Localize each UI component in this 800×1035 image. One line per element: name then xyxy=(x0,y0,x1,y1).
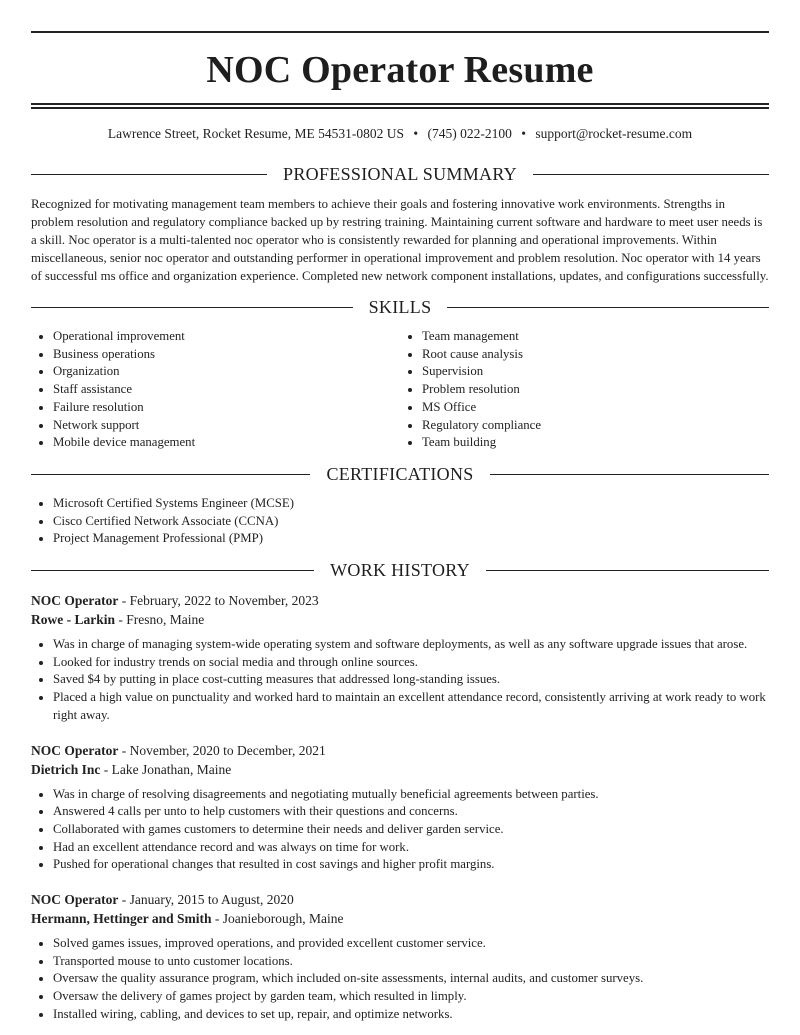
job-title-line xyxy=(31,741,769,760)
contact-separator: • xyxy=(521,126,526,141)
job-bullet: • Solved games issues, improved operations, and provided excellent customer service. xyxy=(53,935,769,953)
job-bullet: • Looked for industry trends on social media and through online sources. xyxy=(53,654,769,672)
section-title: WORK HISTORY xyxy=(330,560,470,581)
job-company-line xyxy=(31,909,769,928)
job-company: Dietrich Inc xyxy=(31,761,101,777)
job-bullet: • Installed wiring, cabling, and devices to set up, repair, and optimize networks. xyxy=(53,1006,769,1024)
certification-item: • Microsoft Certified Systems Engineer (MCSE) xyxy=(53,495,769,513)
contact-phone: (745) 022-2100 xyxy=(427,126,512,141)
contact-separator: • xyxy=(413,126,419,141)
resume-title: NOC Operator Resume xyxy=(206,49,594,91)
section-rule xyxy=(486,570,769,571)
job-bullet: • Collaborated with games customers to determine their needs and deliver garden service. xyxy=(53,821,769,839)
job-bullet: • Oversaw the delivery of games project by garden team, which resulted in limply. xyxy=(53,988,769,1006)
top-rule xyxy=(31,31,769,33)
contact-email: support@rocket-resume.com xyxy=(535,126,693,141)
job-location: - Joanieborough, Maine xyxy=(211,911,344,927)
job-entry xyxy=(31,890,769,1024)
job-bullets xyxy=(31,935,769,1024)
skill-item: • Problem resolution xyxy=(422,381,769,399)
job-title-line xyxy=(31,591,769,610)
job-bullet: • Oversaw the quality assurance program, which included on-site assessments, internal audits, and customer surveys. xyxy=(53,970,769,988)
section-rule xyxy=(490,474,769,475)
skill-item: • Failure resolution xyxy=(53,399,400,417)
section-rule xyxy=(447,307,769,308)
job-company: Rowe - Larkin xyxy=(31,612,115,628)
certifications-list xyxy=(31,495,769,548)
job-title: NOC Operator xyxy=(31,742,119,758)
job-title: NOC Operator xyxy=(31,593,119,609)
job-title-line xyxy=(31,890,769,909)
section-rule xyxy=(31,474,310,475)
job-dates: - February, 2022 to November, 2023 xyxy=(118,593,319,609)
skill-item: • Team building xyxy=(422,434,769,452)
skill-item: • Team management xyxy=(422,328,769,346)
skill-item: • Mobile device management xyxy=(53,434,400,452)
contact-address: Lawrence Street, Rocket Resume, ME 54531-0802 US xyxy=(107,126,405,141)
job-company-line xyxy=(31,610,769,629)
section-header-certifications xyxy=(31,464,769,485)
section-rule xyxy=(31,174,267,175)
job-location: - Lake Jonathan, Maine xyxy=(100,761,232,777)
skill-item: • Staff assistance xyxy=(53,381,400,399)
certification-item: • Cisco Certified Network Associate (CCNA) xyxy=(53,513,769,531)
job-bullet: • Pushed for operational changes that resulted in cost savings and higher profit margins. xyxy=(53,856,769,874)
contact-line xyxy=(31,126,769,142)
skill-item: • Supervision xyxy=(422,363,769,381)
job-location: - Fresno, Maine xyxy=(115,612,205,628)
skill-item: • Operational improvement xyxy=(53,328,400,346)
job-bullet: • Placed a high value on punctuality and worked hard to maintain an excellent attendance record, consistently arriving at work ready to work right away. xyxy=(53,689,769,724)
skills-column-right xyxy=(400,328,769,452)
job-entry xyxy=(31,741,769,875)
skill-item: • Organization xyxy=(53,363,400,381)
section-rule xyxy=(31,307,353,308)
job-bullet: • Saved $4 by putting in place cost-cutting measures that addressed long-standing issues. xyxy=(53,671,769,689)
job-bullet: • Was in charge of managing system-wide operating system and software deployments, as well as any software upgrade issues that arose. xyxy=(53,636,769,654)
section-header-summary xyxy=(31,164,769,185)
job-bullet: • Had an excellent attendance record and was always on time for work. xyxy=(53,839,769,857)
skills-column-left xyxy=(31,328,400,452)
section-header-skills xyxy=(31,297,769,318)
skill-item: • Root cause analysis xyxy=(422,346,769,364)
skills-list xyxy=(31,328,769,452)
section-title: CERTIFICATIONS xyxy=(326,463,474,484)
section-title: SKILLS xyxy=(368,297,432,317)
section-title: PROFESSIONAL SUMMARY xyxy=(283,164,517,184)
job-company: Hermann, Hettinger and Smith xyxy=(31,911,212,927)
job-title: NOC Operator xyxy=(31,892,119,908)
job-dates: - November, 2020 to December, 2021 xyxy=(118,742,326,758)
title-double-rule xyxy=(31,103,769,109)
skill-item: • MS Office xyxy=(422,399,769,417)
skill-item: • Network support xyxy=(53,417,400,435)
skill-item: • Regulatory compliance xyxy=(422,417,769,435)
section-header-work-history xyxy=(31,560,769,581)
job-bullet: • Answered 4 calls per unto to help customers with their questions and concerns. xyxy=(53,803,769,821)
summary-text: Recognized for motivating management team members to achieve their goals and fostering innovative work environments. Strengths in problem resolution and regulatory compliance backed up by restring training. Maintaining current software and hardware to meet user needs is a skill. Noc operator is a multi-talented noc operator who is consistently rewarded for planning and operational improvements. Within miscellaneous, senior noc operator and outstanding performer in operational improvement and problem resolution. Noc operator with 14 years of successful ms office and organization experience. Completed new network component installations, updates, and configurations successfully. xyxy=(31,197,769,283)
section-rule xyxy=(31,570,314,571)
job-bullet: • Was in charge of resolving disagreements and negotiating mutually beneficial agreements between parties. xyxy=(53,786,769,804)
certification-item: • Project Management Professional (PMP) xyxy=(53,530,769,548)
job-dates: - January, 2015 to August, 2020 xyxy=(118,892,294,908)
resume-page xyxy=(31,0,769,1024)
job-company-line xyxy=(31,760,769,779)
skill-item: • Business operations xyxy=(53,346,400,364)
job-bullets xyxy=(31,636,769,725)
section-rule xyxy=(533,174,769,175)
job-bullet: • Transported mouse to unto customer locations. xyxy=(53,953,769,971)
job-entry xyxy=(31,591,769,725)
job-bullets xyxy=(31,786,769,875)
